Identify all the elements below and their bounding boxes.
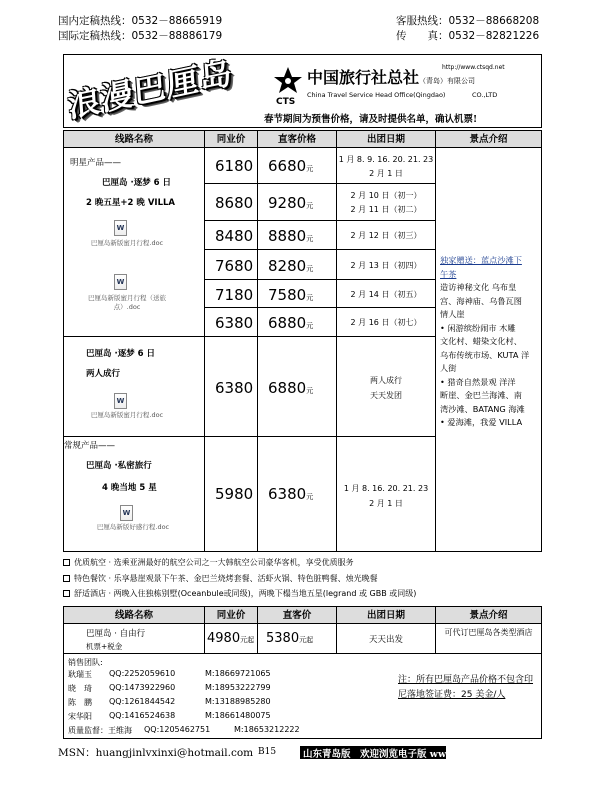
product-subtitle: 2 晚五星+2 晚 VILLA	[86, 198, 175, 208]
direct-price: 9280元	[268, 194, 314, 212]
visa-fee-note: 注：所有巴厘岛产品价格不包含印尼落地签证费：25 美金/人	[398, 675, 534, 700]
table-row	[63, 623, 205, 654]
company-url: http://www.ctsqd.net	[442, 64, 505, 71]
team-member-qq: QQ:1261844542	[109, 697, 176, 706]
route-cell-two-person	[63, 336, 205, 437]
footer-msn: MSN：huangjinlvxinxi@hotmail.com	[58, 747, 254, 759]
service-hotline: 客服热线：0532－88668208	[396, 15, 540, 27]
table-row	[204, 307, 258, 337]
direct-price: 6380元	[268, 485, 314, 503]
team-member-mobile: M:18953222799	[205, 683, 271, 692]
team-member-mobile: M:18661480075	[205, 711, 271, 720]
col-header-trade-price: 同业价	[204, 606, 258, 624]
table-row	[257, 336, 337, 437]
section-label-star: 明星产品——	[70, 158, 122, 168]
col-header-route: 线路名称	[63, 606, 205, 624]
scenic-intro-text: 独家赠送：蓝点沙滩下 午茶 造访神秘文化 乌布皇 宫、海神庙、乌鲁瓦图 情人崖 • 闲游缤纷闹市 木雕 文化村、蜡染文化村、 乌布传统市场、KUTA 洋 人街 • 猎奇自然景观 洋洋 断崖、金巴兰海滩、南 湾沙滩、BATANG 海滩 • 爱海滩，我爱 VILLA	[440, 255, 530, 427]
word-doc-icon[interactable]: W	[120, 505, 133, 521]
word-doc-icon[interactable]: W	[114, 393, 127, 409]
presale-slogan: 春节期间为预售价格，请及时提供名单，确认机票!	[264, 114, 478, 125]
departure-dates: 2 月 13 日（初四）	[336, 249, 436, 280]
trade-price: 7180	[215, 286, 254, 304]
footer-promo: 欢迎浏览电子版 www.zyoo.net	[360, 749, 501, 760]
edition-label: 山东青岛版	[303, 749, 351, 760]
team-member-name: 晓 琦	[68, 684, 92, 693]
table-row	[257, 183, 337, 221]
word-doc-icon[interactable]: W	[114, 274, 127, 290]
checkbox-icon	[63, 590, 70, 597]
col-header-route: 线路名称	[63, 130, 205, 148]
trade-price: 4980元起	[207, 631, 255, 646]
departure-dates: 2 月 14 日（初五）	[336, 279, 436, 308]
table-row	[257, 279, 337, 308]
table-row	[257, 436, 337, 552]
feature-airline: 优质航空 · 选乘亚洲最好的航空公司之一大韩航空公司豪华客机，享受优质服务	[63, 557, 354, 568]
route-cell-regular	[63, 436, 205, 552]
direct-price: 5380元起	[266, 631, 314, 646]
direct-price: 6880元	[268, 379, 314, 397]
table-row	[204, 183, 258, 221]
product-name: 巴厘岛 · 自由行	[86, 629, 146, 639]
product-subtitle: 机票+税金	[86, 642, 123, 651]
table-row	[204, 220, 258, 250]
team-member-name: 陈 鹏	[68, 698, 92, 707]
checkbox-icon	[63, 575, 70, 582]
cts-logo-text: CTS	[276, 97, 296, 107]
table-row	[257, 220, 337, 250]
table-row	[257, 623, 337, 654]
table-row	[204, 436, 258, 552]
trade-price: 5980	[215, 485, 254, 503]
product-subtitle: 4 晚当地 5 星	[102, 483, 157, 493]
departure-dates: 1 月 8. 9. 16. 20. 21. 23 2 月 1 日	[336, 147, 436, 184]
domestic-hotline: 国内定稿热线：0532－88665919	[58, 15, 223, 27]
doc-caption[interactable]: 巴厘岛新版蜜月行程（送旅点）.doc	[88, 294, 166, 311]
sales-team-title: 销售团队:	[68, 658, 103, 667]
table-row	[257, 147, 337, 184]
table-row	[204, 336, 258, 437]
table-row	[204, 147, 258, 184]
banner	[63, 54, 542, 128]
product-subtitle: 两人成行	[86, 369, 121, 379]
checkbox-icon	[63, 559, 70, 566]
trade-price: 8480	[215, 227, 254, 245]
team-member-mobile: M:18653212222	[234, 725, 300, 734]
table-row	[204, 623, 258, 654]
departure-dates: 两人成行 天天发团	[336, 336, 436, 437]
cts-logo-icon	[271, 65, 305, 101]
col-header-departure: 出团日期	[336, 130, 436, 148]
company-english-name: China Travel Service Head Office(Qingdao)	[307, 91, 446, 99]
team-member-name: 宋华阳	[68, 712, 92, 721]
word-doc-icon[interactable]: W	[114, 220, 127, 236]
departure-dates: 天天出发	[336, 623, 436, 654]
product-name: 巴厘岛 ·逐梦 6 日	[102, 178, 172, 188]
direct-price: 6680元	[268, 157, 314, 175]
col-header-scenic: 景点介绍	[435, 606, 542, 624]
feature-dining: 特色餐饮 · 乐享悬崖观景下午茶、金巴兰烧烤套餐、活虾火锅、特色脏鸭餐、烛光晚餐	[63, 573, 378, 584]
direct-price: 8880元	[268, 227, 314, 245]
table-row	[204, 249, 258, 280]
doc-caption[interactable]: 巴厘岛新版蜜月行程.doc	[90, 239, 164, 247]
team-member-mobile: M:13188985280	[205, 697, 271, 706]
table-row	[257, 249, 337, 280]
sales-team-box	[63, 653, 542, 739]
team-member-name: 耿瑞玉	[68, 670, 92, 679]
team-member-qq: QQ:1205462751	[144, 725, 211, 734]
direct-price: 8280元	[268, 257, 314, 275]
section-label-regular: 常规产品——	[64, 441, 116, 451]
quality-supervisor: 质量监督：王维海	[68, 726, 132, 735]
departure-dates: 1 月 8. 16. 20. 21. 23 2 月 1 日	[336, 436, 436, 552]
col-header-direct-price: 直客价	[257, 606, 337, 624]
team-member-qq: QQ:1473922960	[109, 683, 176, 692]
company-suffix: CO.,LTD	[472, 91, 498, 99]
table-row	[204, 279, 258, 308]
col-header-trade-price: 同业价	[204, 130, 258, 148]
fax-number: 传 真：0532－82821226	[396, 30, 540, 42]
product-name: 巴厘岛 ·私密旅行	[86, 461, 152, 471]
direct-price: 6880元	[268, 314, 314, 332]
company-name: 中国旅行社总社（青岛）有限公司	[307, 68, 476, 87]
trade-price: 6380	[215, 314, 254, 332]
scenic-intro-cell: 可代订巴厘岛各类型酒店	[435, 623, 542, 654]
team-member-qq: QQ:2252059610	[109, 669, 176, 678]
col-header-scenic: 景点介绍	[435, 130, 542, 148]
international-hotline: 国际定稿热线：0532－88886179	[58, 30, 223, 42]
col-header-direct-price: 直客价格	[257, 130, 337, 148]
doc-caption[interactable]: 巴厘岛新版蜜月行程.doc	[90, 411, 164, 419]
scenic-intro-cell	[435, 147, 542, 552]
departure-dates: 2 月 12 日（初三）	[336, 220, 436, 250]
route-cell-star-product	[63, 147, 205, 337]
banner-title: 浪漫巴厘岛	[66, 53, 234, 126]
departure-dates: 2 月 16 日（初七）	[336, 307, 436, 337]
col-header-departure: 出团日期	[336, 606, 436, 624]
departure-dates: 2 月 10 日（初一） 2 月 11 日（初二）	[336, 183, 436, 221]
trade-price: 6380	[215, 379, 254, 397]
feature-hotel: 舒适酒店 · 两晚入住独栋别墅(Oceanbule或同级)，两晚下榻当地五星(legrand 或 GBB 或同级)	[63, 588, 416, 599]
table-row	[257, 307, 337, 337]
team-member-qq: QQ:1416524638	[109, 711, 176, 720]
direct-price: 7580元	[268, 286, 314, 304]
doc-caption[interactable]: 巴厘岛新版好感行程.doc	[96, 523, 170, 531]
trade-price: 7680	[215, 257, 254, 275]
page-number: B15	[258, 747, 277, 757]
product-name: 巴厘岛 ·逐梦 6 日	[86, 349, 156, 359]
trade-price: 8680	[215, 194, 254, 212]
trade-price: 6180	[215, 157, 254, 175]
team-member-mobile: M:18669721065	[205, 669, 271, 678]
